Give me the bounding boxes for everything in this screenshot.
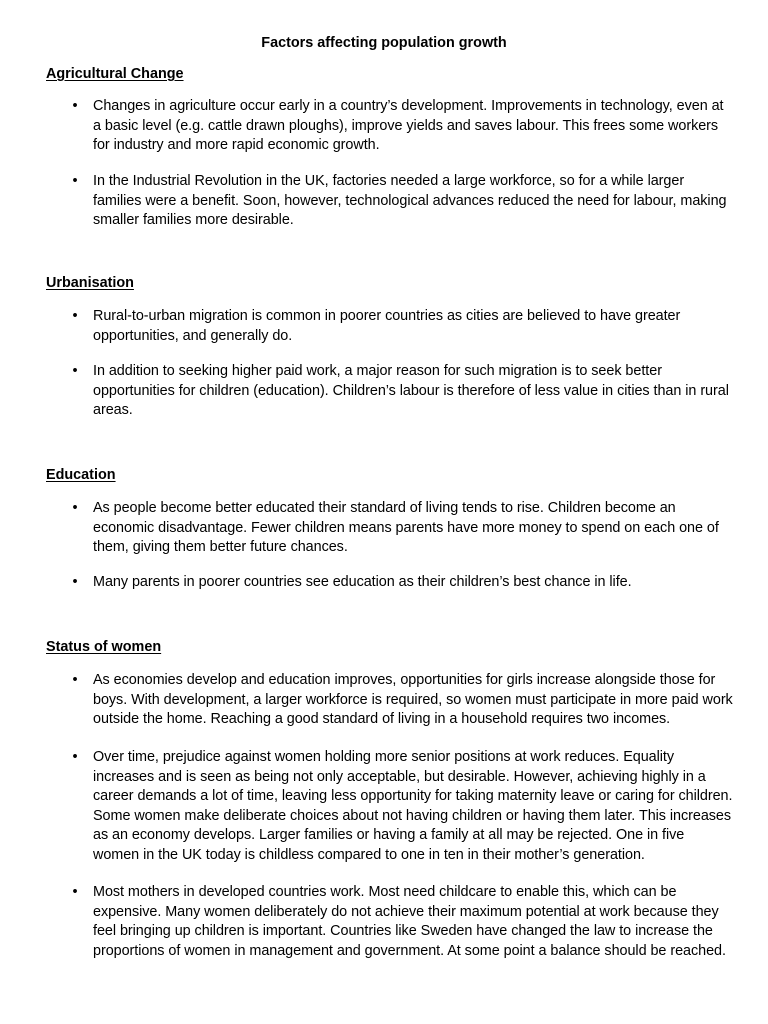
bullet-text: Rural-to-urban migration is common in poorer countries as cities are believed to have greater opportunities, and generally do.	[93, 308, 681, 344]
bullet-text: In the Industrial Revolution in the UK, factories needed a large workforce, so for a while larger families were a benefit. Soon, however, technological advances reduced the need for labour, making smaller families more desirable.	[93, 173, 727, 228]
section-heading: Education	[46, 467, 116, 483]
bullet-icon: •	[72, 672, 78, 688]
bullet-icon: •	[72, 884, 78, 900]
bullet-icon: •	[72, 500, 78, 516]
bullet-text: As people become better educated their standard of living tends to rise. Children become an economic disadvantage. Fewer children means parents have more money to spend on each one of them, giving them better future chances.	[93, 500, 719, 555]
bullet-text: Over time, prejudice against women holding more senior positions at work reduces. Equality increases and is seen as being not only acceptable, but desirable. However, achieving highly in a career demands a lot of time, leaving less opportunity for taking maternity leave or caring for children. Some women make deliberate choices about not having children or having them later. This increases as an economy develops. Larger families or having a family at all may be rejected. One in five women in the UK today is childless compared to one in ten in their mother’s generation.	[93, 749, 733, 863]
bullet-icon: •	[72, 98, 78, 114]
section-heading: Status of women	[46, 639, 162, 655]
bullet-icon: •	[72, 363, 78, 379]
bullet-icon: •	[72, 749, 78, 765]
bullet-icon: •	[72, 173, 78, 189]
bullet-icon: •	[72, 574, 78, 590]
section-heading: Urbanisation	[46, 275, 134, 291]
bullet-text: In addition to seeking higher paid work, a major reason for such migration is to seek better opportunities for children (education). Children’s labour is therefore of less value in cities than in rural areas.	[93, 363, 729, 418]
bullet-text: Many parents in poorer countries see education as their children’s best chance in life.	[93, 574, 632, 590]
bullet-text: As economies develop and education improves, opportunities for girls increase alongside those for boys. With development, a larger workforce is required, so women must participate in more paid work outside the home. Reaching a good standard of living in a household requires two incomes.	[93, 672, 733, 727]
bullet-icon: •	[72, 308, 78, 324]
section-heading: Agricultural Change	[46, 66, 184, 82]
document-title: Factors affecting population growth	[261, 35, 507, 51]
bullet-text: Most mothers in developed countries work. Most need childcare to enable this, which can be expensive. Many women deliberately do not achieve their maximum potential at work because they feel bringing up children is important. Countries like Sweden have changed the law to increase the proportions of women in management and government. At some point a balance should be reached.	[93, 884, 726, 959]
bullet-text: Changes in agriculture occur early in a country’s development. Improvements in technology, even at a basic level (e.g. cattle drawn ploughs), improve yields and saves labour. This frees some workers for industry and more rapid economic growth.	[93, 98, 724, 153]
